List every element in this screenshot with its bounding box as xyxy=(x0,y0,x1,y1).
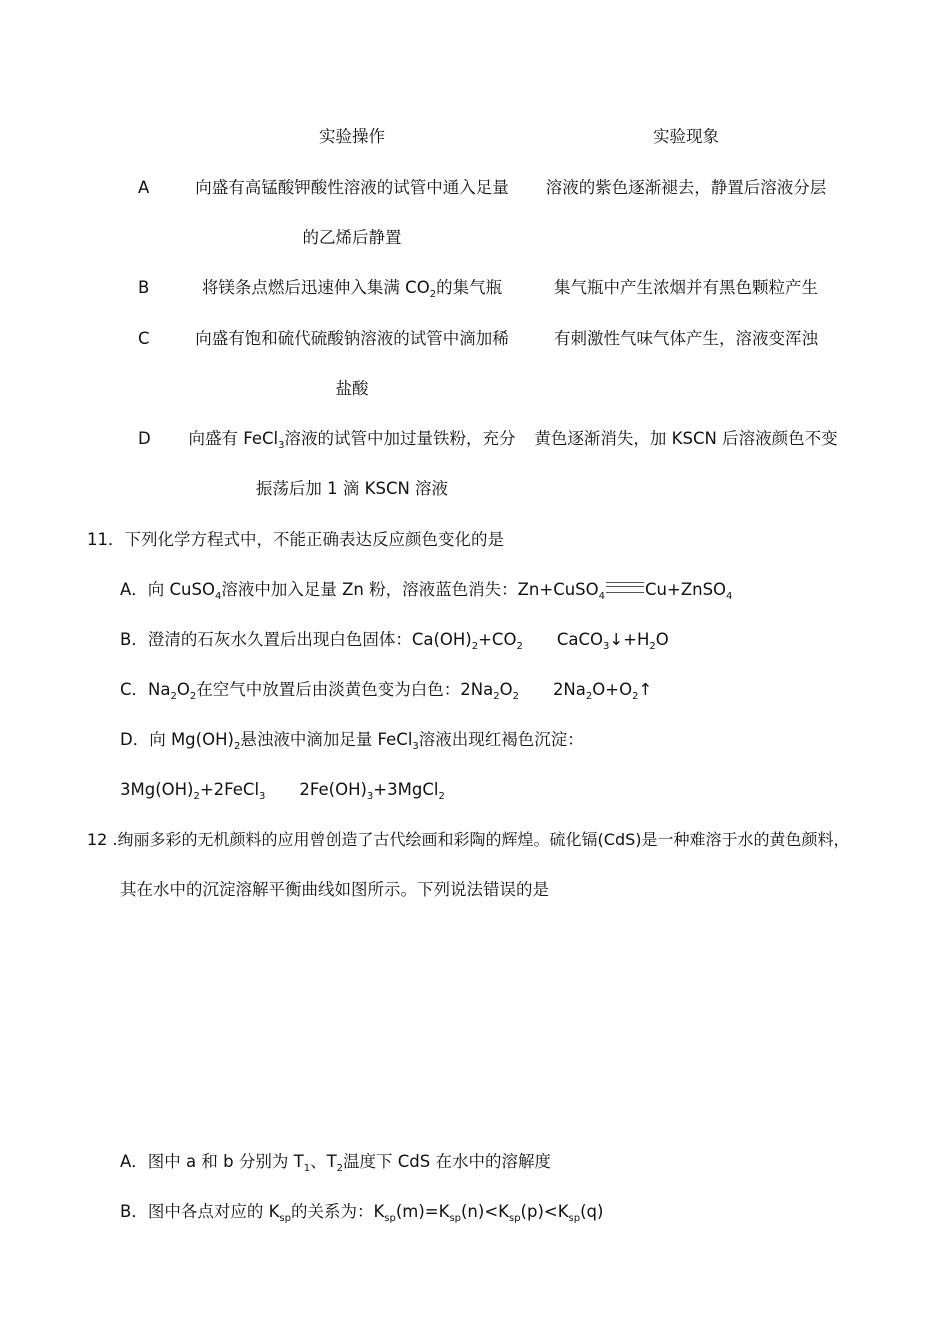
row-d-operation-line1: 向盛有 FeCl$_3$溶液的试管中加过量铁粉，充分 xyxy=(188,429,516,451)
q11-option-d-equation: $3Mg(OH)_2+2FeCl_3$ $2Fe(OH)_3+3MgCl_2$ xyxy=(120,780,445,802)
q11-option-d: D．向 $Mg(OH)_2$悬浊液中滴加足量 FeCl$_3$溶液出现红褐色沉淀： xyxy=(120,730,584,752)
row-b-operation: 将镁条点燃后迅速伸入集满 $CO_2$的集气瓶 xyxy=(201,278,503,300)
q11-option-b: B．澄清的石灰水久置后出现白色固体：$Ca(OH)_2+CO_2$ $CaCO_3↓+H_2O$ xyxy=(120,630,669,652)
row-a-letter: A xyxy=(138,178,150,197)
row-d-operation-line2: 振荡后加 1 滴 KSCN 溶液 xyxy=(255,479,449,498)
row-b-letter: B xyxy=(138,278,150,297)
row-a-operation-line2: 的乙烯后静置 xyxy=(302,228,402,247)
header-phenomenon: 实验现象 xyxy=(653,127,719,146)
q11-option-a: A．向 CuSO$_4$溶液中加入足量 Zn 粉，溶液蓝色消失：Zn+CuSO$_4$ Cu+ZnSO$_4$ xyxy=(120,580,733,602)
row-c-operation-line1: 向盛有饱和硫代硫酸钠溶液的试管中滴加稀 xyxy=(195,329,509,348)
q11-stem: 11．下列化学方程式中，不能正确表达反应颜色变化的是 xyxy=(87,530,504,549)
row-a-phenomenon: 溶液的紫色逐渐褪去，静置后溶液分层 xyxy=(545,178,827,197)
q12-option-b: B．图中各点对应的 $K_{sp}$的关系为：$K_{sp}(m)=K_{sp}(n)<K_{sp}(p)<K_{sp}(q)$ xyxy=(120,1202,604,1224)
row-c-operation-line2: 盐酸 xyxy=(335,379,369,398)
equals-sign-icon xyxy=(606,582,644,593)
row-c-phenomenon: 有刺激性气味气体产生，溶液变浑浊 xyxy=(554,329,818,348)
row-b-phenomenon: 集气瓶中产生浓烟并有黑色颗粒产生 xyxy=(554,278,818,297)
q12-stem-line2: 其在水中的沉淀溶解平衡曲线如图所示。下列说法错误的是 xyxy=(120,880,549,899)
q12-option-a: A．图中 a 和 b 分别为 $T_1$、$T_2$温度下 CdS 在水中的溶解度 xyxy=(120,1152,551,1174)
row-d-phenomenon: 黄色逐渐消失，加 KSCN 后溶液颜色不变 xyxy=(534,429,838,448)
row-c-letter: C xyxy=(138,329,150,348)
row-a-operation-line1: 向盛有高锰酸钾酸性溶液的试管中通入足量 xyxy=(195,178,509,197)
q11-option-c: C．$Na_2O_2$在空气中放置后由淡黄色变为白色：$2Na_2O_2$ $2Na_2O+O_2↑$ xyxy=(120,680,653,702)
q12-stem-line1: 12 .绚丽多彩的无机颜料的应用曾创造了古代绘画和彩陶的辉煌。硫化镉(CdS)是一种难溶于水的黄色颜料， xyxy=(87,830,850,849)
row-d-letter: D xyxy=(138,429,151,448)
header-operation: 实验操作 xyxy=(319,127,385,146)
